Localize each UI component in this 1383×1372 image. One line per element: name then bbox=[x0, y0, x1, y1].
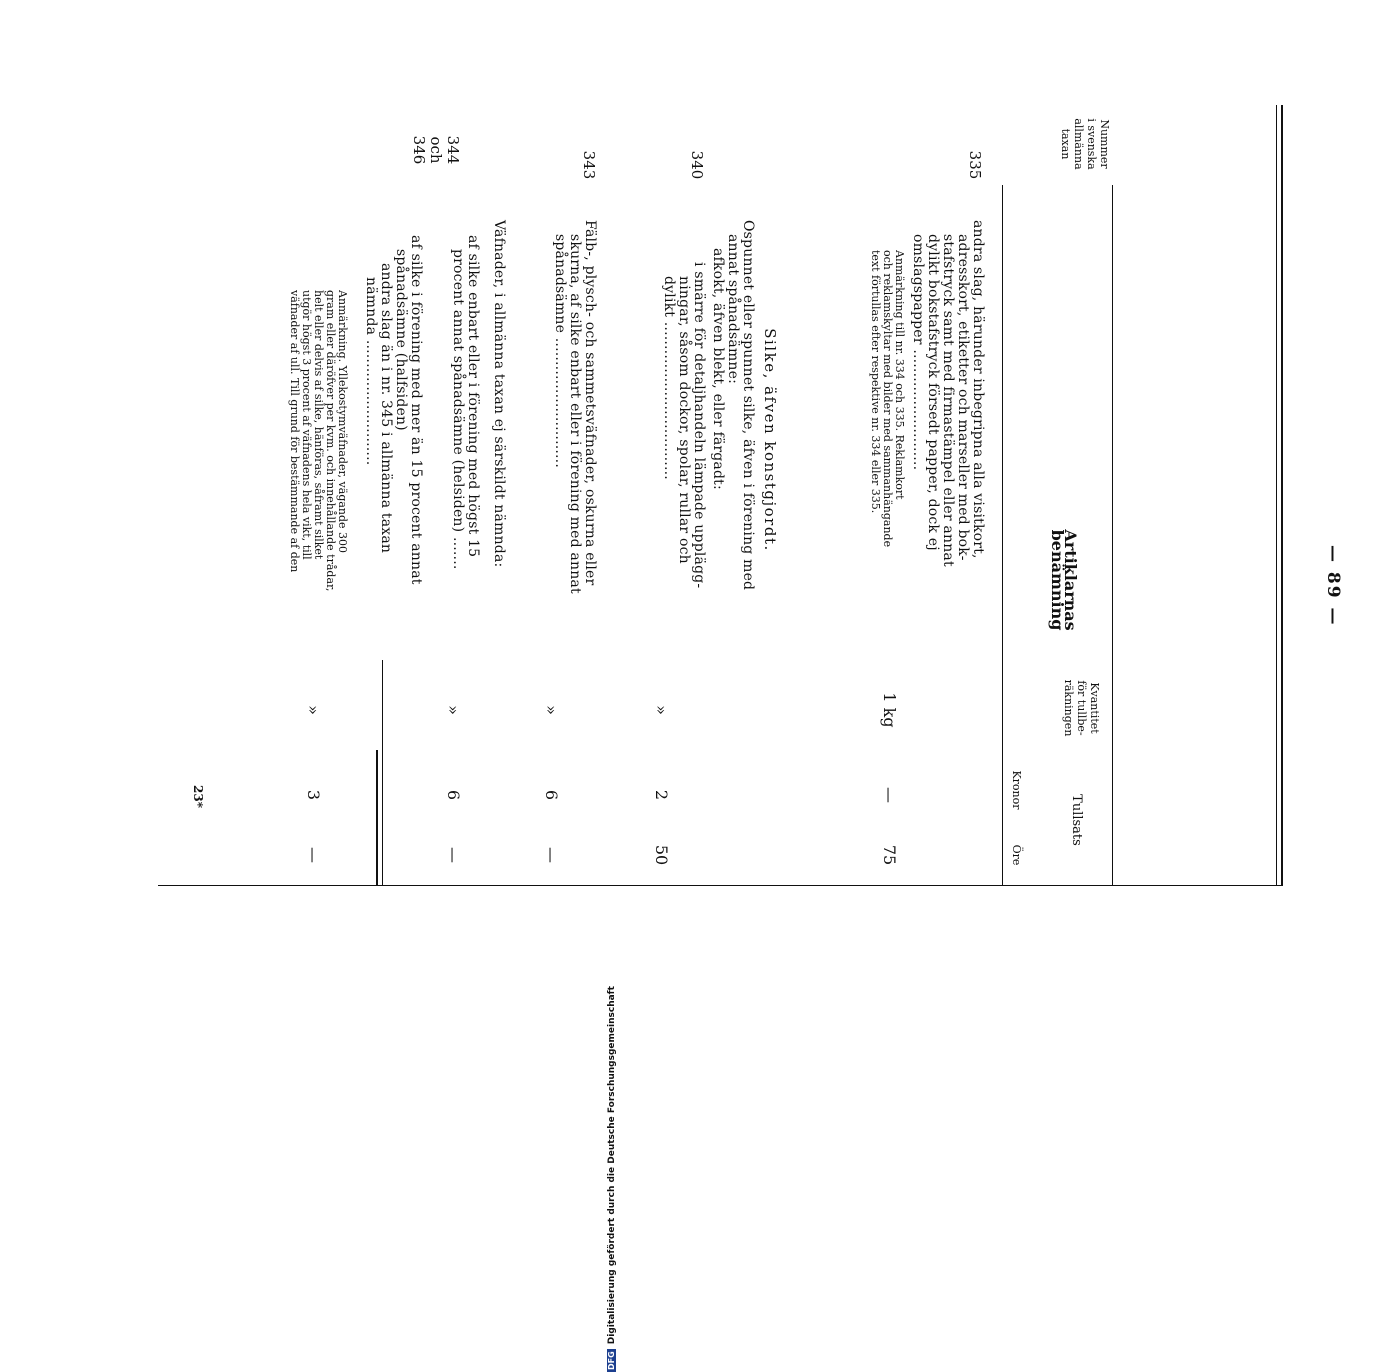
text-line: spånadsämne ............................ bbox=[552, 234, 568, 468]
header-quantity-line: Kvantitet bbox=[1088, 682, 1101, 734]
header-number-line: taxan bbox=[1059, 128, 1072, 160]
row-ore: 50 bbox=[652, 844, 671, 866]
text-line: omslagspapper .......................... bbox=[910, 234, 926, 471]
row-kronor: 6 bbox=[444, 789, 463, 801]
column-rule-1 bbox=[1002, 185, 1003, 885]
row-number: 340 bbox=[688, 150, 706, 180]
row-ore: — bbox=[542, 847, 561, 863]
row-kronor: 2 bbox=[652, 789, 671, 801]
section-intro: Väfnader, i allmänna taxan ej särskildt nämnda: bbox=[491, 220, 507, 568]
note bbox=[869, 250, 905, 547]
note-line: gram eller däröfver per kvm. och innehållande trådar, bbox=[324, 290, 337, 592]
note-line: text förtullas efter respektive nr. 334 eller 335. bbox=[869, 250, 882, 514]
text-line: ningar, såsom dockor, spolar, rullar och bbox=[676, 276, 692, 564]
section-intro bbox=[710, 220, 755, 590]
note-line: och reklamskyltar med bilder med sammanhängande bbox=[881, 250, 894, 548]
text-line: adresskort, etiketter och marseller med bok- bbox=[955, 234, 971, 561]
text-line: skurna, af silke enbart eller i förening med annat bbox=[567, 234, 583, 594]
row-quantity: » bbox=[444, 705, 463, 715]
row-quantity: » bbox=[542, 705, 561, 715]
row-quantity: » bbox=[304, 705, 323, 715]
row-kronor: 3 bbox=[304, 789, 323, 801]
side-note bbox=[607, 977, 617, 1372]
row-ore: — bbox=[304, 847, 323, 863]
row-text bbox=[661, 262, 706, 588]
table-top-rule bbox=[1281, 105, 1283, 885]
header-kronor: Kronor bbox=[1010, 770, 1023, 810]
row-text bbox=[450, 235, 480, 570]
text-line: af silke enbart eller i förening med högst 15 bbox=[465, 235, 481, 558]
side-note-text: Digitalisierung gefördert durch die Deutsche Forschungsgemeinschaft bbox=[607, 986, 617, 1345]
header-rate: Tullsats bbox=[1069, 794, 1084, 846]
text-line: afkokt, äfven blekt, eller färgadt: bbox=[710, 248, 726, 490]
column-rule-3 bbox=[376, 750, 378, 885]
row-number: 344 och 346 bbox=[410, 135, 462, 165]
row-number: 343 bbox=[580, 150, 598, 180]
header-number-line: Nummer bbox=[1098, 119, 1111, 169]
text-line: stafstryck samt med firmastämpel eller annat bbox=[940, 234, 956, 567]
header-number-line: i svenska bbox=[1085, 118, 1098, 170]
row-kronor: 6 bbox=[542, 789, 561, 801]
header-article: Artiklarnas benämning bbox=[1048, 529, 1080, 631]
row-quantity: » bbox=[652, 705, 671, 715]
text-line: dylikt .................................. bbox=[661, 276, 677, 480]
note-line: Anmärkning till nr. 334 och 335. Reklamkort bbox=[893, 250, 906, 500]
header-number bbox=[1059, 110, 1111, 178]
section-title: Silke, äfven konstgjordt. bbox=[761, 328, 779, 552]
text-line: Fälb-, plysch- och sammetsväfnader, oskurna eller bbox=[582, 220, 598, 586]
page-number: — 89 — bbox=[1323, 545, 1343, 627]
header-bottom-rule bbox=[1112, 185, 1113, 885]
note bbox=[288, 290, 348, 592]
dfg-logo: DFG bbox=[607, 1351, 616, 1370]
header-quantity-line: för tullbe- bbox=[1075, 680, 1088, 736]
header-quantity-line: räkningen bbox=[1062, 679, 1075, 737]
row-number: 335 bbox=[966, 150, 984, 180]
row-ore: 75 bbox=[880, 844, 899, 866]
text-line: annat spånadsämne: bbox=[725, 234, 741, 385]
table-top-rule-2 bbox=[1276, 105, 1277, 885]
row-text bbox=[363, 235, 423, 585]
text-line: procent annat spånadsämne (helsiden) ....... bbox=[450, 249, 466, 570]
header-ore: Öre bbox=[1010, 844, 1023, 866]
text-line: andra slag, härunder inbegripna alla visitkort, bbox=[970, 220, 986, 559]
row-text bbox=[910, 220, 985, 567]
text-line: nämnda ........................... bbox=[363, 277, 379, 466]
footer-mark: 23* bbox=[191, 785, 205, 808]
header-quantity bbox=[1062, 665, 1101, 751]
text-line: af silke i förening med mer än 15 procent annat bbox=[408, 235, 424, 585]
note-line: väfnader af ull. Till grund för bestämmande af den bbox=[288, 290, 301, 573]
table-bottom-rule bbox=[158, 885, 1283, 886]
row-quantity: 1 kg bbox=[880, 692, 899, 728]
text-line: spånadsämne (halfsiden) bbox=[393, 249, 409, 431]
text-line: andra slag än i nr. 345 i allmänna taxan bbox=[378, 263, 394, 554]
note-line: Anmärkning. Yllekostymväfnader, vägande 300 bbox=[336, 290, 349, 554]
text-line: Ospunnet eller spunnet silke, äfven i förening med bbox=[740, 220, 756, 591]
note-line: utgör högst 3 procent af väfnadens hela vikt, till bbox=[300, 290, 313, 560]
row-kronor: — bbox=[880, 787, 899, 803]
text-line: dylikt bokstafstryck försedt papper, dock ej bbox=[925, 234, 941, 551]
header-number-line: allmänna bbox=[1072, 118, 1085, 170]
row-text bbox=[552, 220, 597, 594]
note-line: helt eller delvis af silke, hänföras, såframt silket bbox=[312, 290, 325, 560]
row-ore: — bbox=[444, 847, 463, 863]
text-line: i smärre för detaljhandeln lämpade upplägg- bbox=[691, 262, 707, 589]
column-rule-2 bbox=[382, 660, 383, 885]
